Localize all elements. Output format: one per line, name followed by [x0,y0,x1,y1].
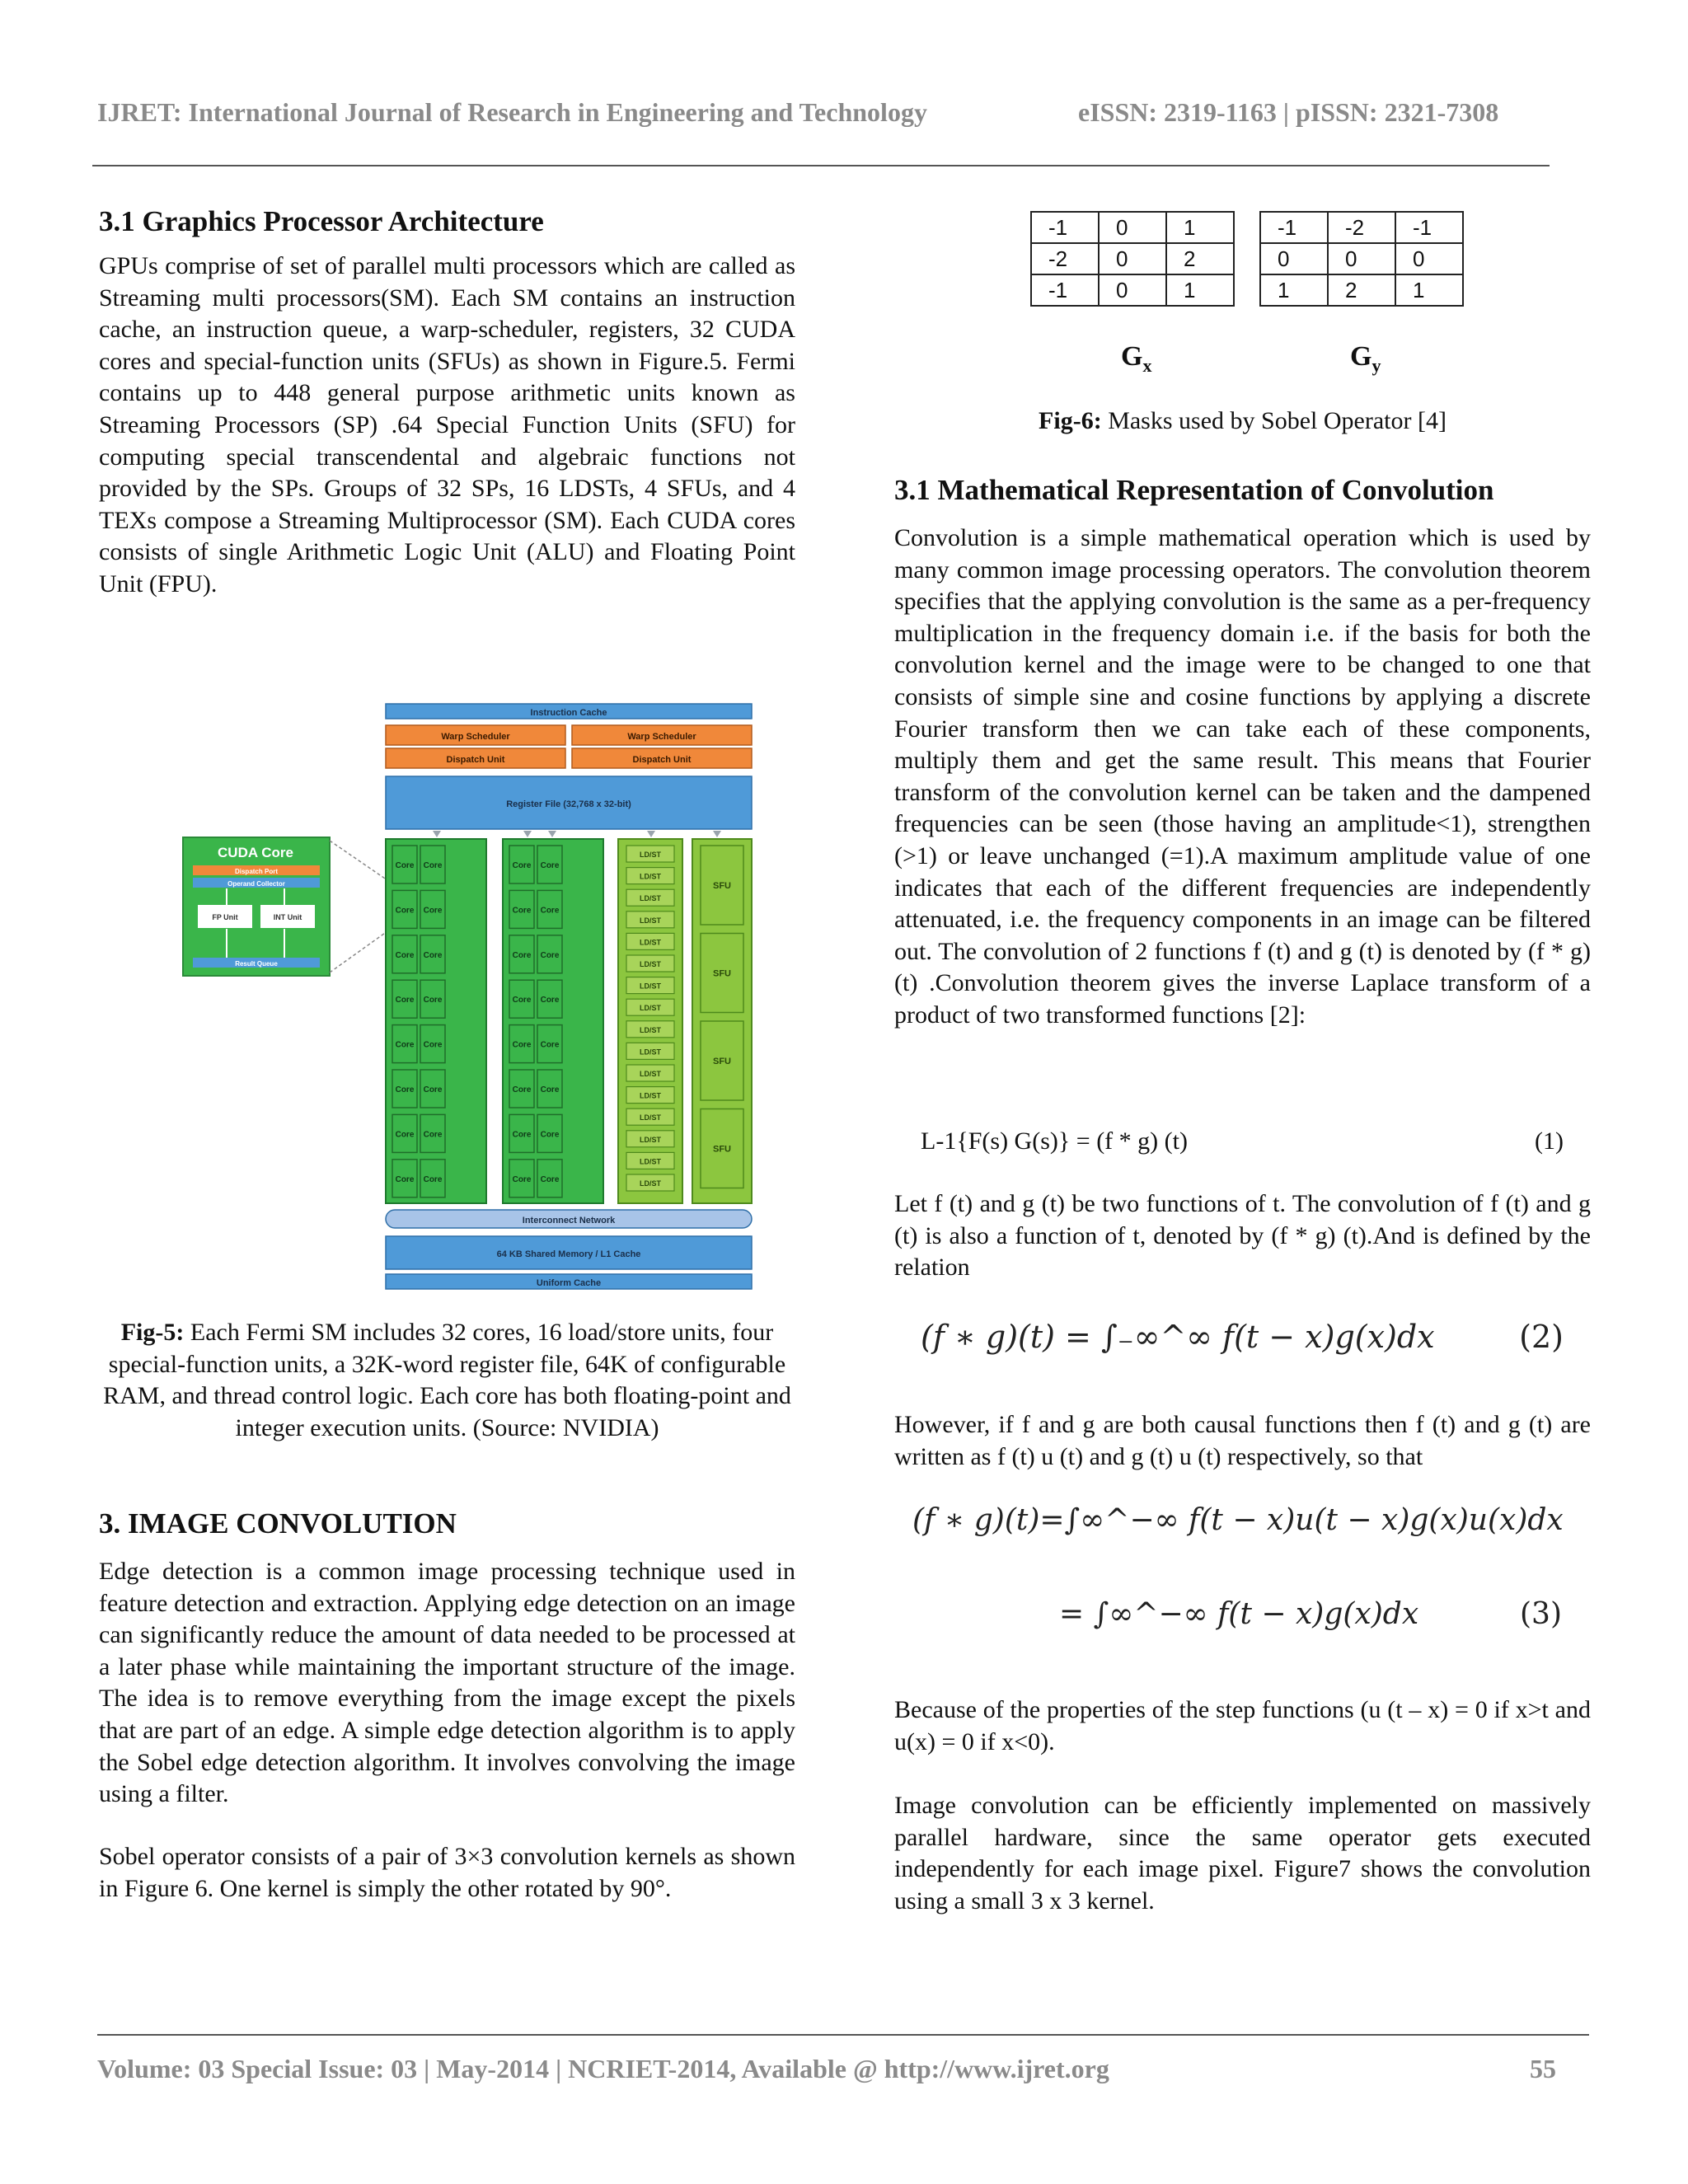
gy-cell: -1 [1395,212,1463,243]
equation-3b-text: = ∫∞^−∞ f(t − x)g(x)dx [1059,1597,1419,1631]
gx-cell: 1 [1166,274,1234,306]
ldst-label: LD/ST [640,1004,661,1013]
fermi-sm-diagram [181,701,857,1294]
ldst-label: LD/ST [640,938,661,947]
core-label: Core [540,1040,560,1050]
gx-label: $G_x$ [1121,341,1152,376]
sobel-gx-kernel [1030,211,1235,307]
equation-3a [912,1503,1572,1537]
core-label: Core [512,1040,532,1050]
core-label: Core [512,1085,532,1094]
figure-6 [1030,211,1492,376]
core-label: Core [395,1085,415,1094]
math-convolution-paragraph-2: Let f (t) and g (t) be two functions of t. The convolution of f (t) and g (t) is also a function of t, denoted by (f * g) (t).And is defined by the relation [894,1190,1591,1282]
ldst-label: LD/ST [640,872,661,881]
header-rule [92,165,1550,166]
core-label: Core [423,996,443,1005]
core-label: Core [512,996,532,1005]
core-label: Core [423,1085,443,1094]
math-convolution-paragraph-3: However, if f and g are both causal functions then f (t) and g (t) are written as f (t) u (t) and g (t) u (t) respectively, so that [894,1411,1591,1470]
gx-cell: 0 [1099,243,1166,274]
equation-1 [921,1126,1564,1157]
core-label: Core [540,996,560,1005]
equation-2 [921,1319,1564,1355]
fp-unit-label: FP Unit [212,913,238,921]
sfu-label: SFU [713,881,731,891]
gx-cell: -2 [1031,243,1099,274]
warp-scheduler-label-1: Warp Scheduler [441,732,510,742]
core-label: Core [540,1174,560,1184]
gy-cell: -1 [1260,212,1328,243]
interconnect-label: Interconnect Network [522,1216,616,1226]
gy-cell: 0 [1260,243,1328,274]
dispatch-unit-label-1: Dispatch Unit [446,755,505,765]
core-label: Core [423,906,443,916]
gx-cell: 0 [1099,274,1166,306]
gx-cell: -1 [1031,274,1099,306]
ldst-label: LD/ST [640,1025,661,1034]
figure-6-caption-label: Fig-6: [1039,407,1102,434]
image-convolution-paragraph-2: Sobel operator consists of a pair of 3×3 convolution kernels as shown in Figure 6. One kernel is simply the other rotated by 90°. [99,1843,795,1902]
core-label: Core [512,1174,532,1184]
sfu-label: SFU [713,968,731,979]
cuda-core-callout [183,837,330,976]
uniform-cache-label: Uniform Cache [536,1278,602,1288]
core-label: Core [423,1130,443,1140]
core-label: Core [423,950,443,960]
gx-cell: 1 [1166,212,1234,243]
math-convolution-paragraph-5: Image convolution can be efficiently implemented on massively parallel hardware, since the same operator gets executed independently for each image pixel. Figure7 shows the convolution using a small 3 x 3 kernel. [894,1792,1591,1915]
core-label: Core [512,1130,532,1140]
math-convolution-paragraph-1: Convolution is a simple mathematical operation which is used by many common image processing operators. The convolution theorem specifies that the applying convolution is the same as a per-frequency multiplication in the frequency domain i.e. if the basis for both the convolution kernel and the image were to be changed to one that consists of simple sine and cosine functions by applying a discrete Fourier transform then we can take each of these components, multiply them and get the same result. This means that Fourier transform of the convolution kernel can be taken and the dampened frequencies can be seen (those having an amplitude<1), strengthen (>1) or leave unchanged (=1).A maximum amplitude value of one indicates that each of the different frequencies are independently attenuated, i.e. the frequency components in an image can be filtered out. The convolution of 2 functions f (t) and g (t) is denoted by (f * g) (t) .Convolution theorem gives the inverse Laplace transform of a product of two transformed functions [2]: [894,524,1591,1029]
running-footer [97,2054,1589,2084]
gx-cell: 0 [1099,212,1166,243]
sobel-gy-kernel [1259,211,1464,307]
core-label: Core [540,906,560,916]
left-column [99,203,795,1902]
core-label: Core [395,1130,415,1140]
image-convolution-paragraph-1: Edge detection is a common image processing technique used in feature detection and extraction. Applying edge detection on an image can significantly reduce the amount of data needed to be processed at a later phase while maintaining the important structure of the image. The idea is to remove everything from the image except the pixels that are part of an edge. A simple edge detection algorithm is to apply the Sobel edge detection algorithm. It involves convolving the image using a filter. [99,1558,795,1808]
equation-3a-text: (f ∗ g)(t)=∫∞^−∞ f(t − x)u(t − x)g(x)u(x)dx [912,1503,1564,1537]
section-heading-gpu-architecture: 3.1 Graphics Processor Architecture [99,205,544,237]
core-label: Core [395,1174,415,1184]
gy-cell: 2 [1328,274,1395,306]
ldst-label: LD/ST [640,1157,661,1166]
core-label: Core [540,1085,560,1094]
gpu-architecture-paragraph: GPUs comprise of set of parallel multi processors which are called as Streaming multi processors(SM). Each SM contains an instruction cache, an instruction queue, a warp-scheduler, registers, 32 CUDA cores and special-function units (SFUs) as shown in Figure.5. Fermi contains up to 448 general purpose arithmetic units known as Streaming Processors (SP) .64 Special Function Units (SFU) for computing special transcendental and algebraic functions not provided by the SPs. Groups of 32 SPs, 16 LDSTs, 4 SFUs, and 4 TEXs compose a Streaming Multiprocessor (SM). Each CUDA cores consists of single Arithmetic Logic Unit (ALU) and Floating Point Unit (FPU). [99,252,795,598]
dispatch-port-label: Dispatch Port [234,868,279,875]
equation-1-number: (1) [1535,1127,1564,1155]
int-unit-label: INT Unit [273,913,302,921]
equation-2-number: (2) [1519,1319,1564,1355]
dispatch-unit-label-2: Dispatch Unit [632,755,692,765]
cuda-core-title: CUDA Core [218,845,293,860]
core-label: Core [395,861,415,870]
ldst-label: LD/ST [640,1113,661,1122]
gy-cell: 1 [1395,274,1463,306]
register-file-label: Register File (32,768 x 32-bit) [506,799,631,809]
page-number: 55 [1530,2054,1556,2083]
core-label: Core [395,950,415,960]
footer-volume: Volume: 03 Special Issue: 03 | May-2014 | NCRIET-2014, Available @ http://www.ijret.org [97,2054,1109,2083]
core-label: Core [423,861,443,870]
section-heading-image-convolution: 3. IMAGE CONVOLUTION [99,1507,457,1540]
ldst-label: LD/ST [640,1179,661,1188]
figure-5-caption-text: Each Fermi SM includes 32 cores, 16 load/store units, four special-function units, a 32K-word register file, 64K of configurable RAM, and thread control logic. Each core has both floating-point and integer execution units. (Source: NVIDIA) [103,1319,791,1441]
ldst-label: LD/ST [640,916,661,925]
shared-memory-label: 64 KB Shared Memory / L1 Cache [496,1249,641,1259]
result-queue-label: Result Queue [235,960,278,968]
equation-2-text: (f ∗ g)(t) = ∫₋∞^∞ f(t − x)g(x)dx [921,1319,1435,1355]
ldst-label: LD/ST [640,894,661,903]
core-label: Core [540,861,560,870]
footer-rule [97,2034,1589,2036]
gx-cell: 2 [1166,243,1234,274]
core-label: Core [395,906,415,916]
figure-5 [181,701,857,1294]
gy-cell: 0 [1395,243,1463,274]
ldst-label: LD/ST [640,1135,661,1144]
warp-scheduler-label-2: Warp Scheduler [627,732,696,742]
core-label: Core [540,950,560,960]
sfu-label: SFU [713,1057,731,1066]
ldst-label: LD/ST [640,982,661,991]
core-label: Core [395,1040,415,1050]
ldst-label: LD/ST [640,1091,661,1100]
core-label: Core [512,950,532,960]
gy-cell: 1 [1260,274,1328,306]
equation-1-text: L-1{F(s) G(s)} = (f * g) (t) [921,1127,1188,1155]
section-heading-math-convolution: 3.1 Mathematical Representation of Convolution [894,474,1494,506]
core-label: Core [512,861,532,870]
issn: eISSN: 2319-1163 | pISSN: 2321-7308 [1078,97,1499,127]
core-label: Core [423,1174,443,1184]
operand-collector-label: Operand Collector [227,880,285,888]
figure-5-caption-label: Fig-5: [120,1319,185,1346]
sfu-label: SFU [713,1144,731,1155]
ldst-label: LD/ST [640,960,661,968]
gy-cell: -2 [1328,212,1395,243]
equation-3-number: (3) [1520,1597,1562,1631]
figure-5-caption [99,1317,795,1444]
core-label: Core [540,1130,560,1140]
gy-label: $G_y$ [1350,341,1381,376]
core-label: Core [423,1040,443,1050]
figure-6-caption-text: Masks used by Sobel Operator [4] [1101,407,1447,434]
gx-cell: -1 [1031,212,1099,243]
ldst-label: LD/ST [640,1070,661,1078]
gy-cell: 0 [1328,243,1395,274]
math-convolution-paragraph-4: Because of the properties of the step functions (u (t – x) = 0 if x>t and u(x) = 0 if x<0). [894,1696,1591,1755]
core-label: Core [395,996,415,1005]
journal-title: IJRET: International Journal of Research in Engineering and Technology [97,97,927,127]
instruction-cache-label: Instruction Cache [530,708,607,718]
core-label: Core [512,906,532,916]
equation-3b [1059,1597,1562,1631]
figure-6-caption [894,405,1591,438]
ldst-label: LD/ST [640,1047,661,1057]
ldst-label: LD/ST [640,851,661,859]
